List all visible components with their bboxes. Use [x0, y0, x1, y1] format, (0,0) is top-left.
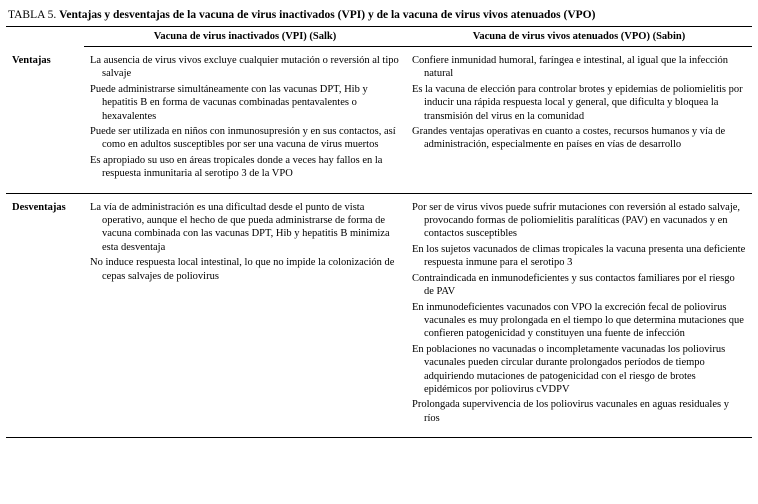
- list-desventajas-vpo: [412, 201, 746, 426]
- list-desventajas-vpi: [90, 201, 400, 283]
- table-bottom-rule: [6, 438, 752, 439]
- list-item: En los sujetos vacunados de climas tropicales la vacuna presenta una deficiente respuesta inmune para el serotipo 3: [412, 243, 746, 269]
- header-cell-vpi: Vacuna de virus inactivados (VPI) (Salk): [84, 27, 406, 47]
- list-item: Por ser de virus vivos puede sufrir mutaciones con reversión al estado salvaje, provocando formas de poliomielitis paralíticas (PAV) en vacunados y en contactos susceptibles: [412, 201, 741, 240]
- list-item: La vía de administración es una dificultad desde el punto de vista operativo, aunque el hecho de que pueda administrarse de forma de vacuna combinada con las vacunas DPT, Hib y hepatitis B minimiza esta desventaja: [90, 201, 390, 253]
- caption-text: Ventajas y desventajas de la vacuna de virus inactivados (VPI) y de la vacuna de virus vivos atenuados (VPO): [59, 9, 596, 21]
- list-ventajas-vpi: [90, 54, 400, 181]
- list-item: Prolongada supervivencia de los poliovirus vacunales en aguas residuales y ríos: [412, 399, 729, 424]
- bottom-rule-cell: [406, 438, 752, 439]
- bottom-rule-cell: [84, 438, 406, 439]
- list-item: Puede ser utilizada en niños con inmunosupresión y en sus contactos, así como en adultos susceptibles por ser una vacuna de virus muertos: [90, 126, 396, 151]
- cell-ventajas-vpo: [406, 47, 752, 194]
- row-label-ventajas: Ventajas: [12, 54, 51, 66]
- row-label-desventajas: Desventajas: [12, 201, 66, 213]
- cell-desventajas-vpo: [406, 194, 752, 438]
- list-item: Grandes ventajas operativas en cuanto a costes, recursos humanos y vía de administración, especialmente en países en vías de desarrollo: [412, 126, 726, 151]
- list-item: No induce respuesta local intestinal, lo que no impide la colonización de cepas salvajes de poliovirus: [90, 257, 395, 282]
- list-item: En inmunodeficientes vacunados con VPO la excreción fecal de poliovirus vacunales es muy prolongada en el tiempo lo que determina mutaciones que confieren patogenicidad y constituyen una fuente de infección: [412, 301, 744, 340]
- comparison-table: [6, 26, 752, 438]
- cell-desventajas-vpi: [84, 194, 406, 438]
- caption-label: TABLA 5.: [8, 9, 57, 21]
- table-caption: [6, 6, 752, 26]
- list-item: La ausencia de virus vivos excluye cualquier mutación o reversión al tipo salvaje: [90, 55, 399, 80]
- list-ventajas-vpo: [412, 54, 746, 152]
- list-item: Confiere inmunidad humoral, faríngea e intestinal, al igual que la infección natural: [412, 55, 729, 80]
- list-item: En poblaciones no vacunadas o incompletamente vacunadas los poliovirus vacunales pueden circular durante prolongados períodos de tiempo adquiriendo mutaciones de patogenicidad con el riesgo de brotes epidémicos por poliovirus cVDPV: [412, 343, 726, 395]
- cell-ventajas-vpi: [84, 47, 406, 194]
- header-cell-blank: [6, 27, 84, 47]
- list-item: Contraindicada en inmunodeficientes y sus contactos familiares por el riesgo de PAV: [412, 272, 735, 298]
- header-cell-vpo: Vacuna de virus vivos atenuados (VPO) (Sabin): [406, 27, 752, 47]
- list-item: Es la vacuna de elección para controlar brotes y epidemias de poliomielitis por inducir una rápida respuesta local y general, que dificulta y bloquea la transmisión del virus en la comunidad: [412, 83, 743, 122]
- list-item: Es apropiado su uso en áreas tropicales donde a veces hay fallos en la respuesta inmunitaria al serotipo 3 de la VPO: [90, 154, 383, 180]
- list-item: Puede administrarse simultáneamente con las vacunas DPT, Hib y hepatitis B en forma de vacunas combinadas pentavalentes o hexavalentes: [90, 83, 368, 122]
- table-row: [6, 194, 752, 438]
- table-row: [6, 47, 752, 194]
- table-header-row: [6, 27, 752, 47]
- bottom-rule-cell: [6, 438, 84, 439]
